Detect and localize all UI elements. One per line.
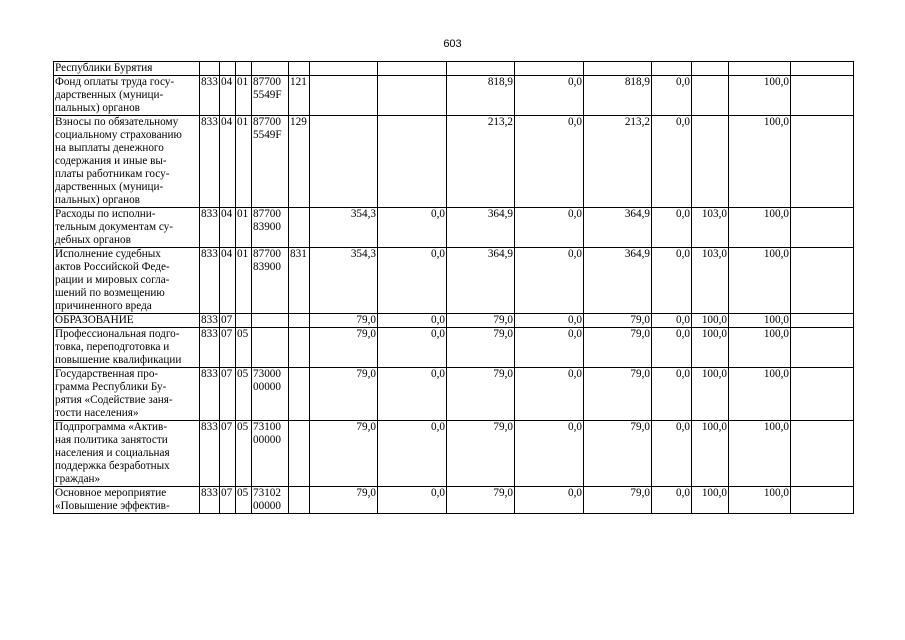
- value-cell: 0,0: [378, 208, 447, 248]
- expense-type-code-cell: [289, 421, 310, 487]
- expense-type-code-cell: 831: [289, 248, 310, 314]
- value-cell: 213,2: [447, 116, 515, 208]
- section-code-cell: 04: [220, 208, 236, 248]
- target-item-code-cell: [252, 314, 289, 328]
- gr-code-cell: 833: [200, 76, 220, 116]
- target-item-code-cell: 87700 83900: [252, 208, 289, 248]
- value-cell: 79,0: [447, 314, 515, 328]
- row-name-cell: Профессиональная подго- товка, переподготовка и повышение квалификации: [54, 328, 200, 368]
- value-cell: [310, 116, 378, 208]
- row-name-cell: Государственная про- грамма Республики Бу- рятия «Содействие заня- тости населения»: [54, 368, 200, 421]
- target-item-code-cell: 87700 5549F: [252, 76, 289, 116]
- percent-cell: [692, 76, 729, 116]
- value-cell: [791, 368, 854, 421]
- value-cell: 354,3: [310, 208, 378, 248]
- value-cell: [310, 76, 378, 116]
- value-cell: 79,0: [584, 314, 652, 328]
- gr-code-cell: 833: [200, 421, 220, 487]
- row-name-cell: Основное мероприятие «Повышение эффектив-: [54, 487, 200, 514]
- value-cell: 0,0: [652, 487, 692, 514]
- percent-cell: 100,0: [729, 208, 791, 248]
- value-cell: 0,0: [515, 208, 584, 248]
- value-cell: 0,0: [652, 248, 692, 314]
- gr-code-cell: 833: [201, 314, 218, 326]
- value-cell: [791, 208, 854, 248]
- page-number: 603: [443, 38, 462, 50]
- value-cell: 0,0: [515, 368, 584, 421]
- value-cell: [791, 328, 854, 368]
- value-cell: [584, 62, 652, 76]
- value-cell: 0,0: [652, 116, 692, 208]
- percent-cell: 100,0: [729, 368, 791, 421]
- value-cell: 818,9: [447, 76, 515, 116]
- value-cell: 0,0: [652, 314, 692, 328]
- gr-code-cell: [200, 62, 220, 76]
- value-cell: 79,0: [310, 328, 378, 368]
- value-cell: 0,0: [652, 208, 692, 248]
- value-cell: 79,0: [310, 487, 378, 514]
- table-row: [54, 487, 854, 514]
- subsection-code-cell: [236, 314, 252, 328]
- value-cell: 0,0: [652, 76, 692, 116]
- table-row: [54, 421, 854, 487]
- section-code-cell: 07: [220, 368, 236, 421]
- value-cell: 364,9: [584, 248, 652, 314]
- value-cell: 0,0: [515, 116, 584, 208]
- value-cell: 0,0: [378, 368, 447, 421]
- value-cell: 354,3: [310, 248, 378, 314]
- table-row: [54, 248, 854, 314]
- percent-cell: 100,0: [729, 328, 791, 368]
- percent-cell: 100,0: [692, 314, 729, 328]
- subsection-code-cell: 01: [236, 116, 252, 208]
- percent-cell: 100,0: [729, 314, 791, 328]
- section-code-cell: 07: [220, 328, 236, 368]
- value-cell: 0,0: [378, 328, 447, 368]
- value-cell: 0,0: [515, 248, 584, 314]
- target-item-code-cell: 73100 00000: [252, 421, 289, 487]
- section-code-cell: 04: [220, 248, 236, 314]
- budget-table: [53, 61, 854, 514]
- percent-cell: [692, 62, 729, 76]
- subsection-code-cell: 01: [236, 76, 252, 116]
- row-name-cell: Подпрограмма «Актив- ная политика занятости населения и социальная поддержка безработных граждан»: [54, 421, 200, 487]
- value-cell: [791, 421, 854, 487]
- value-cell: 364,9: [447, 208, 515, 248]
- percent-cell: 103,0: [692, 248, 729, 314]
- gr-code-cell: 833: [200, 248, 220, 314]
- row-name-cell: Исполнение судебных актов Российской Феде- рации и мировых согла- шений по возмещению причиненного вреда: [54, 248, 200, 314]
- gr-code-cell: 833: [200, 487, 220, 514]
- value-cell: 0,0: [378, 487, 447, 514]
- value-cell: [515, 62, 584, 76]
- subsection-code-cell: 05: [236, 328, 252, 368]
- value-cell: 213,2: [584, 116, 652, 208]
- value-cell: 364,9: [447, 248, 515, 314]
- expense-type-code-cell: [289, 368, 310, 421]
- row-name-cell: Расходы по исполни- тельным документам су- дебных органов: [54, 208, 200, 248]
- value-cell: 79,0: [584, 328, 652, 368]
- percent-cell: 100,0: [692, 487, 729, 514]
- percent-cell: 100,0: [729, 248, 791, 314]
- value-cell: [310, 62, 378, 76]
- percent-cell: 100,0: [692, 328, 729, 368]
- value-cell: [791, 314, 854, 328]
- value-cell: [791, 248, 854, 314]
- value-cell: 0,0: [652, 328, 692, 368]
- value-cell: 0,0: [515, 487, 584, 514]
- target-item-code-cell: 73102 00000: [252, 487, 289, 514]
- target-item-code-cell: 73000 00000: [252, 368, 289, 421]
- section-code-cell: 07: [220, 487, 236, 514]
- section-code-cell: 07: [220, 314, 236, 328]
- value-cell: 79,0: [447, 328, 515, 368]
- row-name-cell: Республики Бурятия: [54, 62, 200, 76]
- target-item-code-cell: 87700 5549F: [252, 116, 289, 208]
- value-cell: 0,0: [652, 421, 692, 487]
- value-cell: 79,0: [584, 487, 652, 514]
- value-cell: 0,0: [378, 314, 447, 328]
- value-cell: 79,0: [310, 368, 378, 421]
- value-cell: [791, 116, 854, 208]
- value-cell: [791, 62, 854, 76]
- percent-cell: 100,0: [729, 421, 791, 487]
- table-row: [54, 76, 854, 116]
- table-row: [54, 116, 854, 208]
- expense-type-code-cell: 121: [289, 76, 310, 116]
- value-cell: 79,0: [584, 421, 652, 487]
- subsection-code-cell: 05: [236, 368, 252, 421]
- table-row: [54, 314, 854, 328]
- subsection-code-cell: 05: [236, 487, 252, 514]
- value-cell: [791, 487, 854, 514]
- value-cell: 79,0: [447, 368, 515, 421]
- expense-type-code-cell: [289, 487, 310, 514]
- table-row: [54, 328, 854, 368]
- section-code-cell: 04: [220, 76, 236, 116]
- expense-type-code-cell: [289, 208, 310, 248]
- expense-type-code-cell: [289, 314, 310, 328]
- percent-cell: 100,0: [692, 421, 729, 487]
- value-cell: 0,0: [652, 368, 692, 421]
- value-cell: [447, 62, 515, 76]
- value-cell: 79,0: [447, 487, 515, 514]
- expense-type-code-cell: 129: [289, 116, 310, 208]
- value-cell: 0,0: [515, 76, 584, 116]
- percent-cell: [729, 62, 791, 76]
- percent-cell: 100,0: [692, 368, 729, 421]
- subsection-code-cell: 01: [236, 208, 252, 248]
- value-cell: 0,0: [515, 328, 584, 368]
- percent-cell: [692, 116, 729, 208]
- percent-cell: 100,0: [729, 487, 791, 514]
- gr-code-cell: 833: [200, 368, 220, 421]
- expense-type-code-cell: [289, 328, 310, 368]
- value-cell: 79,0: [584, 368, 652, 421]
- percent-cell: 100,0: [729, 116, 791, 208]
- value-cell: 0,0: [378, 248, 447, 314]
- subsection-code-cell: [236, 62, 252, 76]
- value-cell: 0,0: [515, 421, 584, 487]
- subsection-code-cell: 01: [236, 248, 252, 314]
- gr-code-cell: 833: [200, 328, 220, 368]
- percent-cell: 100,0: [729, 76, 791, 116]
- value-cell: 0,0: [378, 421, 447, 487]
- section-code-cell: [220, 62, 236, 76]
- value-cell: 79,0: [447, 421, 515, 487]
- value-cell: [378, 116, 447, 208]
- table-row: [54, 208, 854, 248]
- value-cell: 364,9: [584, 208, 652, 248]
- row-name-cell: ОБРАЗОВАНИЕ: [54, 314, 200, 328]
- value-cell: 79,0: [310, 421, 378, 487]
- value-cell: [791, 76, 854, 116]
- row-name-cell: Фонд оплаты труда госу- дарственных (муници- пальных) органов: [54, 76, 200, 116]
- gr-code-cell: 833: [200, 116, 220, 208]
- section-code-cell: 07: [220, 421, 236, 487]
- table-row: [54, 368, 854, 421]
- target-item-code-cell: [252, 328, 289, 368]
- subsection-code-cell: 05: [236, 421, 252, 487]
- value-cell: 79,0: [310, 314, 378, 328]
- table-row: [54, 62, 854, 76]
- row-name-cell: Взносы по обязательному социальному страхованию на выплаты денежного содержания и иные вы- платы работникам госу- дарственных (муници- пальных) органов: [54, 116, 200, 208]
- value-cell: 0,0: [515, 314, 584, 328]
- value-cell: 818,9: [584, 76, 652, 116]
- percent-cell: 103,0: [692, 208, 729, 248]
- section-code-cell: 04: [220, 116, 236, 208]
- expense-type-code-cell: [289, 62, 310, 76]
- target-item-code-cell: [252, 62, 289, 76]
- value-cell: [652, 62, 692, 76]
- target-item-code-cell: 87700 83900: [252, 248, 289, 314]
- value-cell: [378, 62, 447, 76]
- value-cell: [378, 76, 447, 116]
- gr-code-cell: 833: [200, 208, 220, 248]
